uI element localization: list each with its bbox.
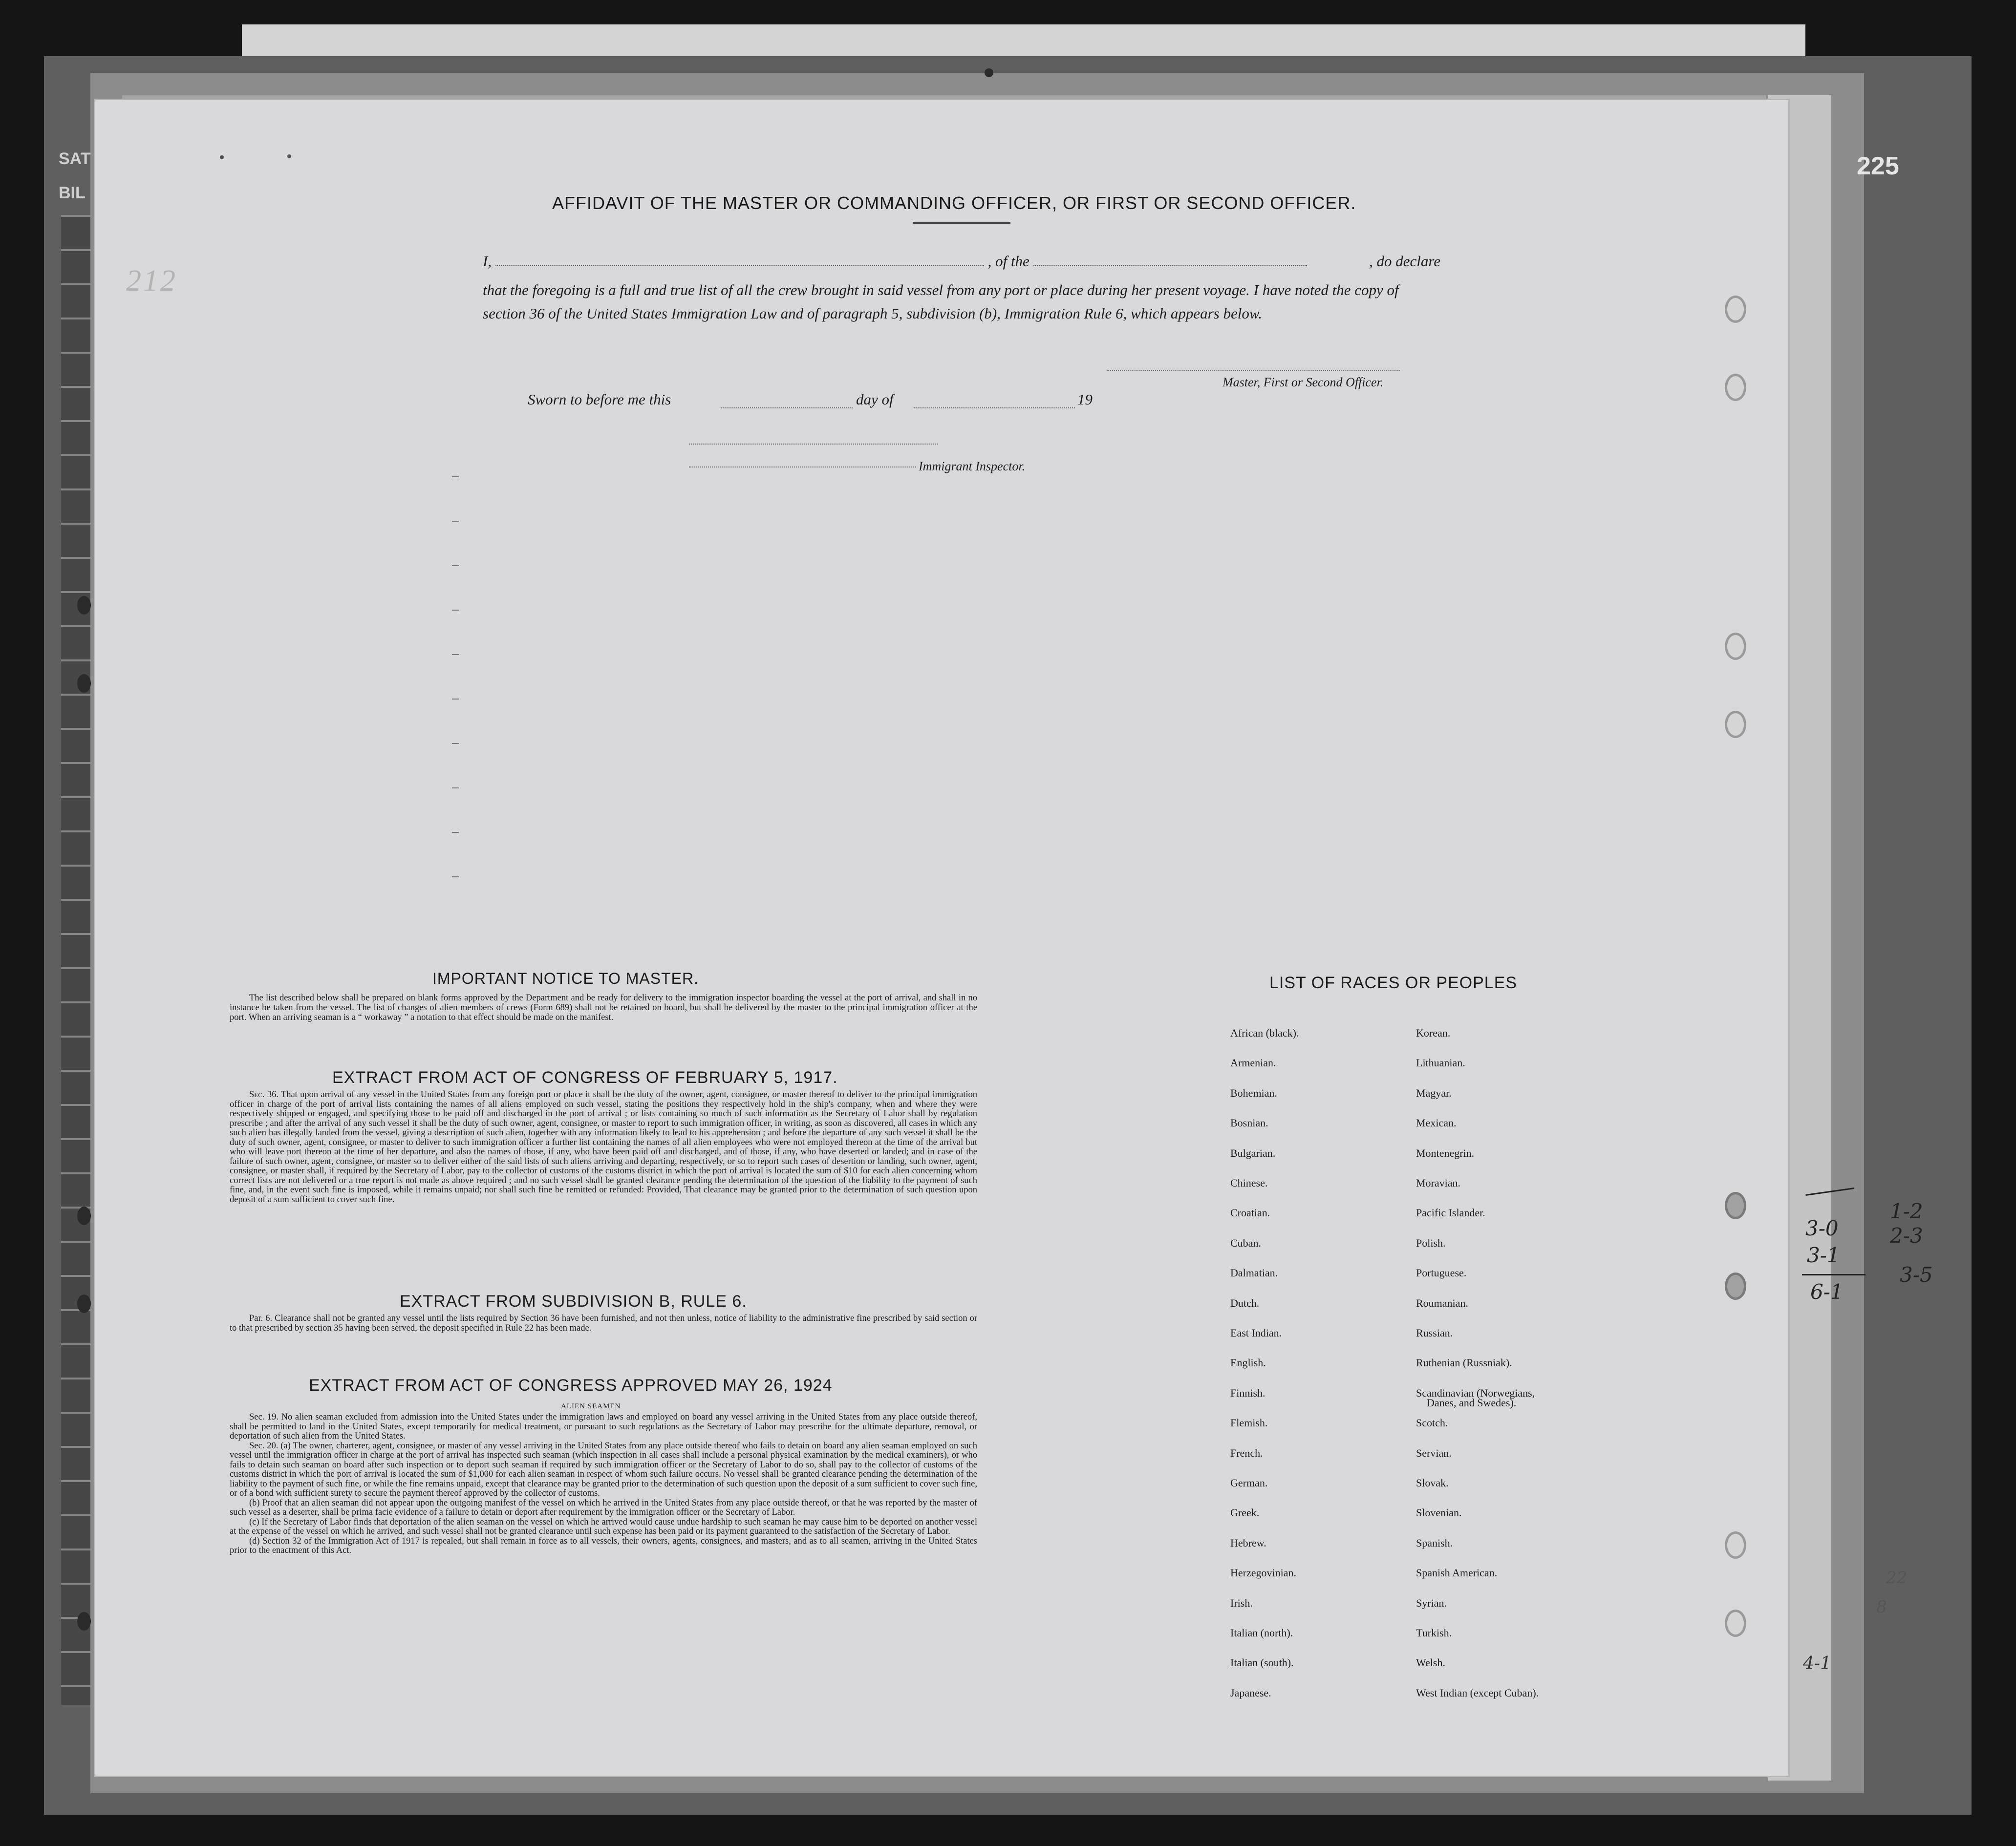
sworn-day-blank: [721, 407, 853, 408]
top-center-hole: [985, 68, 993, 77]
edge-label-1: SAT: [59, 149, 91, 168]
month-blank: [914, 407, 1075, 408]
extract-1924-title: EXTRACT FROM ACT OF CONGRESS APPROVED MAY 26, 1924: [309, 1376, 833, 1395]
race-item: Finnish.: [1230, 1387, 1265, 1399]
extract-1917-title: EXTRACT FROM ACT OF CONGRESS OF FEBRUARY 5, 1917.: [332, 1068, 838, 1087]
inspector-label: Immigrant Inspector.: [919, 459, 1026, 473]
race-item: Scotch.: [1416, 1417, 1448, 1429]
sec-20d-text: (d) Section 32 of the Immigration Act of 1917 is repealed, but shall remain in force as to all vessels, their owners, agents, consignees, and masters, and as to all seamen, arriving in the United States prior to the enactment of this Act.: [230, 1536, 977, 1555]
par-6-text: Clearance shall not be granted any vessel until the lists required by Section 36 have been furnished, and not then unless, notice of liability to the administrative fine prescribed by said section or to that prescribed by section 35 having been served, the deposit specified in Rule 22 has been made.: [230, 1314, 978, 1333]
race-item: Slovenian.: [1416, 1507, 1462, 1519]
race-item: Irish.: [1230, 1597, 1253, 1609]
year-label: 19: [1077, 391, 1093, 408]
left-edge-labels: [59, 142, 90, 210]
binding-punch-hole: [77, 596, 91, 615]
notice-body: [230, 993, 977, 1022]
extract-1917-body: [230, 1090, 977, 1205]
race-item: Spanish American.: [1416, 1567, 1498, 1579]
race-item: Ruthenian (Russniak).: [1416, 1357, 1512, 1369]
race-item: Lithuanian.: [1416, 1057, 1465, 1069]
edge-label-2: BIL: [59, 184, 86, 202]
race-item: Mexican.: [1416, 1117, 1457, 1129]
sec-36-text: That upon arrival of any vessel in the United States from any foreign port or place it shall be the duty of the owner, agent, consignee, or master thereof to deliver to the principal immigration officer in charge of the port of arrival lists containing the names of all aliens employed on such vessel, stating the positions they respectively hold in the ship's company, when and where they were respectively shipped or engaged, and specifying those to be paid off and discharged in the port of arrival ; or lists containing so much of such information as the Secretary of Labor shall by regulation prescribe ; and after the arrival of any such vessel it shall be the duty of such owner, agent, consignee, or master to report to such immigration officer, in writing, as soon as discovered, all cases in which any such alien has illegally landed from the vessel, giving a description of such alien, together with any information likely to lead to his apprehension ; and before the departure of any such vessel it shall be the duty of such owner, agent, consignee, or master to deliver to such immigration officer a further list containing the names of all alien employees who were not employed thereon at the time of the arrival but who will leave port thereon at the time of her departure, and also the names of those, if any, who have been paid off and discharged, and of those, if any, who have deserted or landed; and in case of the failure of such owner, agent, consignee, or master so to deliver either of the said lists of such aliens arriving and departing, respectively, or so to report such cases of desertion or landing, such owner, agent, consignee, or master shall, if required by the Secretary of Labor, pay to the collector of customs of the customs district in which the port of arrival is located the sum of $10 for each alien concerning whom correct lists are not delivered or a true report is not made as above required ; and no such vessel shall be granted clearance pending the determination of the question of the liability to the payment of such fine, and, in the event such fine is imposed, while it remains unpaid; nor shall such fine be remitted or refunded: Provided, That clearance may be granted prior to the determination of such question upon deposit of a sum sufficient to cover such fine.: [230, 1090, 977, 1205]
race-item: English.: [1230, 1357, 1266, 1369]
race-item: Spanish.: [1416, 1537, 1453, 1549]
affidavit-title: AFFIDAVIT OF THE MASTER OR COMMANDING OFFICER, OR FIRST OR SECOND OFFICER.: [552, 193, 1356, 213]
declaration-end: , do declare: [1369, 253, 1440, 270]
page-hole: [1725, 633, 1746, 660]
race-item: Moravian.: [1416, 1177, 1461, 1189]
sec-36-label: Sec. 36.: [249, 1090, 279, 1100]
race-item: Greek.: [1230, 1507, 1260, 1519]
sec-19-text: Sec. 19. No alien seaman excluded from admission into the United States under the immigration laws and employed on board any vessel arriving in the United States from any place outside thereof, shall be permitted to land in the United States, except temporarily for medical treatment, or pursuant to such regulations as the Secretary of Labor may prescribe for the ultimate departure, removal, or deportation of such alien from the United States.: [230, 1412, 977, 1441]
race-item: Chinese.: [1230, 1177, 1268, 1189]
race-item: Bosnian.: [1230, 1117, 1268, 1129]
page-hole: [1725, 1610, 1746, 1637]
extract-1924-body: [230, 1413, 977, 1556]
declaration-body: that the foregoing is a full and true list of all the crew brought in said vessel from any port or place during her present voyage. I have noted the copy of section 36 of the United States Immigration Law and of paragraph 5, subdivision (b), Immigration Rule 6, which appears below.: [483, 281, 1399, 322]
race-item: Hebrew.: [1230, 1537, 1266, 1549]
page-hole: [1725, 1273, 1746, 1300]
notice-title: IMPORTANT NOTICE TO MASTER.: [432, 970, 699, 987]
page-number: 225: [1857, 152, 1899, 180]
extract-rule6-body: [230, 1314, 977, 1333]
race-item: Roumanian.: [1416, 1297, 1468, 1309]
race-item: West Indian (except Cuban).: [1416, 1687, 1539, 1699]
faint-sheet-number: 212: [126, 264, 177, 297]
master-signature-line: [1107, 370, 1400, 371]
handwritten-note: 3-5: [1900, 1263, 1933, 1287]
race-item: Polish.: [1416, 1237, 1446, 1249]
vessel-blank: [1033, 254, 1307, 266]
page-hole: [1725, 711, 1746, 738]
name-blank: [495, 254, 984, 266]
alien-seamen-subtitle: ALIEN SEAMEN: [561, 1402, 621, 1410]
race-item: Magyar.: [1416, 1087, 1452, 1099]
sec-20a-text: Sec. 20. (a) The owner, charterer, agent, consignee, or master of any vessel arriving in the United States from any place outside thereof who fails to detain on board any alien seaman employed on such vessel until the immigration officer in charge at the port of arrival has inspected such seaman (which inspection in all cases shall include a personal physical examination by the medical examiners), or who fails to detain such seaman on board after such inspection or to deport such seaman if required by such immigration officer or the Secretary of Labor to do so, shall pay to the collector of customs of the customs district in which the port of arrival is located the sum of $1,000 for each alien seaman in respect of whom such failure occurs. No vessel shall be granted clearance pending the determination of the liability to the payment of such fine, or while the fine remains unpaid, except that clearance may be granted prior to the determination of such question upon the deposit of a sum sufficient to cover such fine, or of a bond with sufficient surety to secure the payment thereof approved by the collector of customs.: [230, 1441, 977, 1498]
race-item: Pacific Islander.: [1416, 1207, 1485, 1219]
race-item: Japanese.: [1230, 1687, 1271, 1699]
race-item: Bohemian.: [1230, 1087, 1277, 1099]
page-hole: [1725, 1531, 1746, 1559]
handwritten-note: 3-0: [1805, 1216, 1839, 1240]
handwritten-note: 1-2: [1890, 1199, 1923, 1223]
race-item: Italian (south).: [1230, 1656, 1294, 1669]
ghost-row-marks: [452, 471, 462, 916]
race-item: Bulgarian.: [1230, 1147, 1276, 1159]
race-item: Servian.: [1416, 1447, 1452, 1459]
race-item: Montenegrin.: [1416, 1147, 1475, 1159]
handwritten-note: 22: [1886, 1568, 1908, 1588]
master-label: Master, First or Second Officer.: [1222, 375, 1384, 389]
sworn-label: Sworn to before me this: [528, 391, 671, 408]
race-item: Turkish.: [1416, 1627, 1452, 1639]
handwritten-note: 3-1: [1807, 1243, 1840, 1267]
race-item: Croatian.: [1230, 1207, 1270, 1219]
page-hole: [1725, 1192, 1746, 1219]
left-binding-ruler: [61, 215, 90, 1705]
sec-20c-text: (c) If the Secretary of Labor finds that deportation of the alien seaman on the vessel on which he arrived would cause undue hardship to such seaman he may cause him to be deported on another vessel at the expense of the vessel on which he arrived, and such vessel shall not be granted clearance until such expense has been paid or its payment guaranteed to the satisfaction of the Secretary of Labor.: [230, 1517, 977, 1536]
race-item: Syrian.: [1416, 1597, 1447, 1609]
declaration-i: I,: [483, 253, 492, 270]
race-item: Scandinavian (Norwegians,: [1416, 1387, 1535, 1399]
race-item: Dutch.: [1230, 1297, 1260, 1309]
handwritten-note: 6-1: [1810, 1280, 1844, 1304]
race-item: Slovak.: [1416, 1477, 1449, 1489]
race-item: Portuguese.: [1416, 1267, 1467, 1279]
binding-punch-hole: [77, 674, 91, 693]
race-item: Cuban.: [1230, 1237, 1261, 1249]
declaration-line: [483, 253, 1440, 270]
binding-punch-hole: [77, 1207, 91, 1225]
title-rule: [913, 222, 1010, 224]
page-hole: [1725, 296, 1746, 323]
race-item: East Indian.: [1230, 1327, 1282, 1339]
handwritten-sum-line: [1802, 1274, 1866, 1275]
par-6-label: Par. 6.: [249, 1314, 273, 1323]
race-item: African (black).: [1230, 1027, 1299, 1039]
page-mark: [287, 154, 291, 158]
race-item: Welsh.: [1416, 1656, 1445, 1669]
race-item: Korean.: [1416, 1027, 1451, 1039]
binding-punch-hole: [77, 1294, 91, 1313]
binding-punch-hole: [77, 1612, 91, 1631]
notice-text: The list described below shall be prepared on blank forms approved by the Department and be ready for delivery to the immigration inspector boarding the vessel at the port of arrival, and shall in no instance be taken from the vessel. The list of changes of alien members of crews (Form 689) shall not be retained on board, but shall be delivered by the master to the principal immigration officer at the port. When an arriving seaman is a “ workaway ” a notation to that effect should be made on the manifest.: [230, 993, 977, 1022]
race-continuation: Danes, and Swedes).: [1427, 1397, 1517, 1409]
race-item: German.: [1230, 1477, 1268, 1489]
race-item: Dalmatian.: [1230, 1267, 1278, 1279]
race-item: Armenian.: [1230, 1057, 1276, 1069]
race-item: Flemish.: [1230, 1417, 1268, 1429]
handwritten-note: 4-1: [1803, 1654, 1831, 1674]
race-item: Herzegovinian.: [1230, 1567, 1296, 1579]
sec-20b-text: (b) Proof that an alien seaman did not appear upon the outgoing manifest of the vessel on which he arrived in the United States from any place outside thereof, or that he was reported by the master of such vessel as a deserter, shall be prima facie evidence of a failure to detain or deport after requirement by the immigration officer or the Secretary of Labor.: [230, 1498, 977, 1517]
inspector-signature-line: [689, 444, 938, 445]
handwritten-note: 2-3: [1890, 1224, 1923, 1248]
extract-rule6-title: EXTRACT FROM SUBDIVISION B, RULE 6.: [400, 1292, 747, 1311]
day-of-label: day of: [856, 391, 894, 408]
handwritten-note: 8: [1876, 1597, 1887, 1617]
race-item: Italian (north).: [1230, 1627, 1293, 1639]
page-hole: [1725, 374, 1746, 401]
race-item: French.: [1230, 1447, 1263, 1459]
race-item: Russian.: [1416, 1327, 1453, 1339]
races-title: LIST OF RACES OR PEOPLES: [1269, 974, 1518, 992]
page-mark: [220, 155, 224, 159]
declaration-of-the: , of the: [987, 253, 1029, 270]
